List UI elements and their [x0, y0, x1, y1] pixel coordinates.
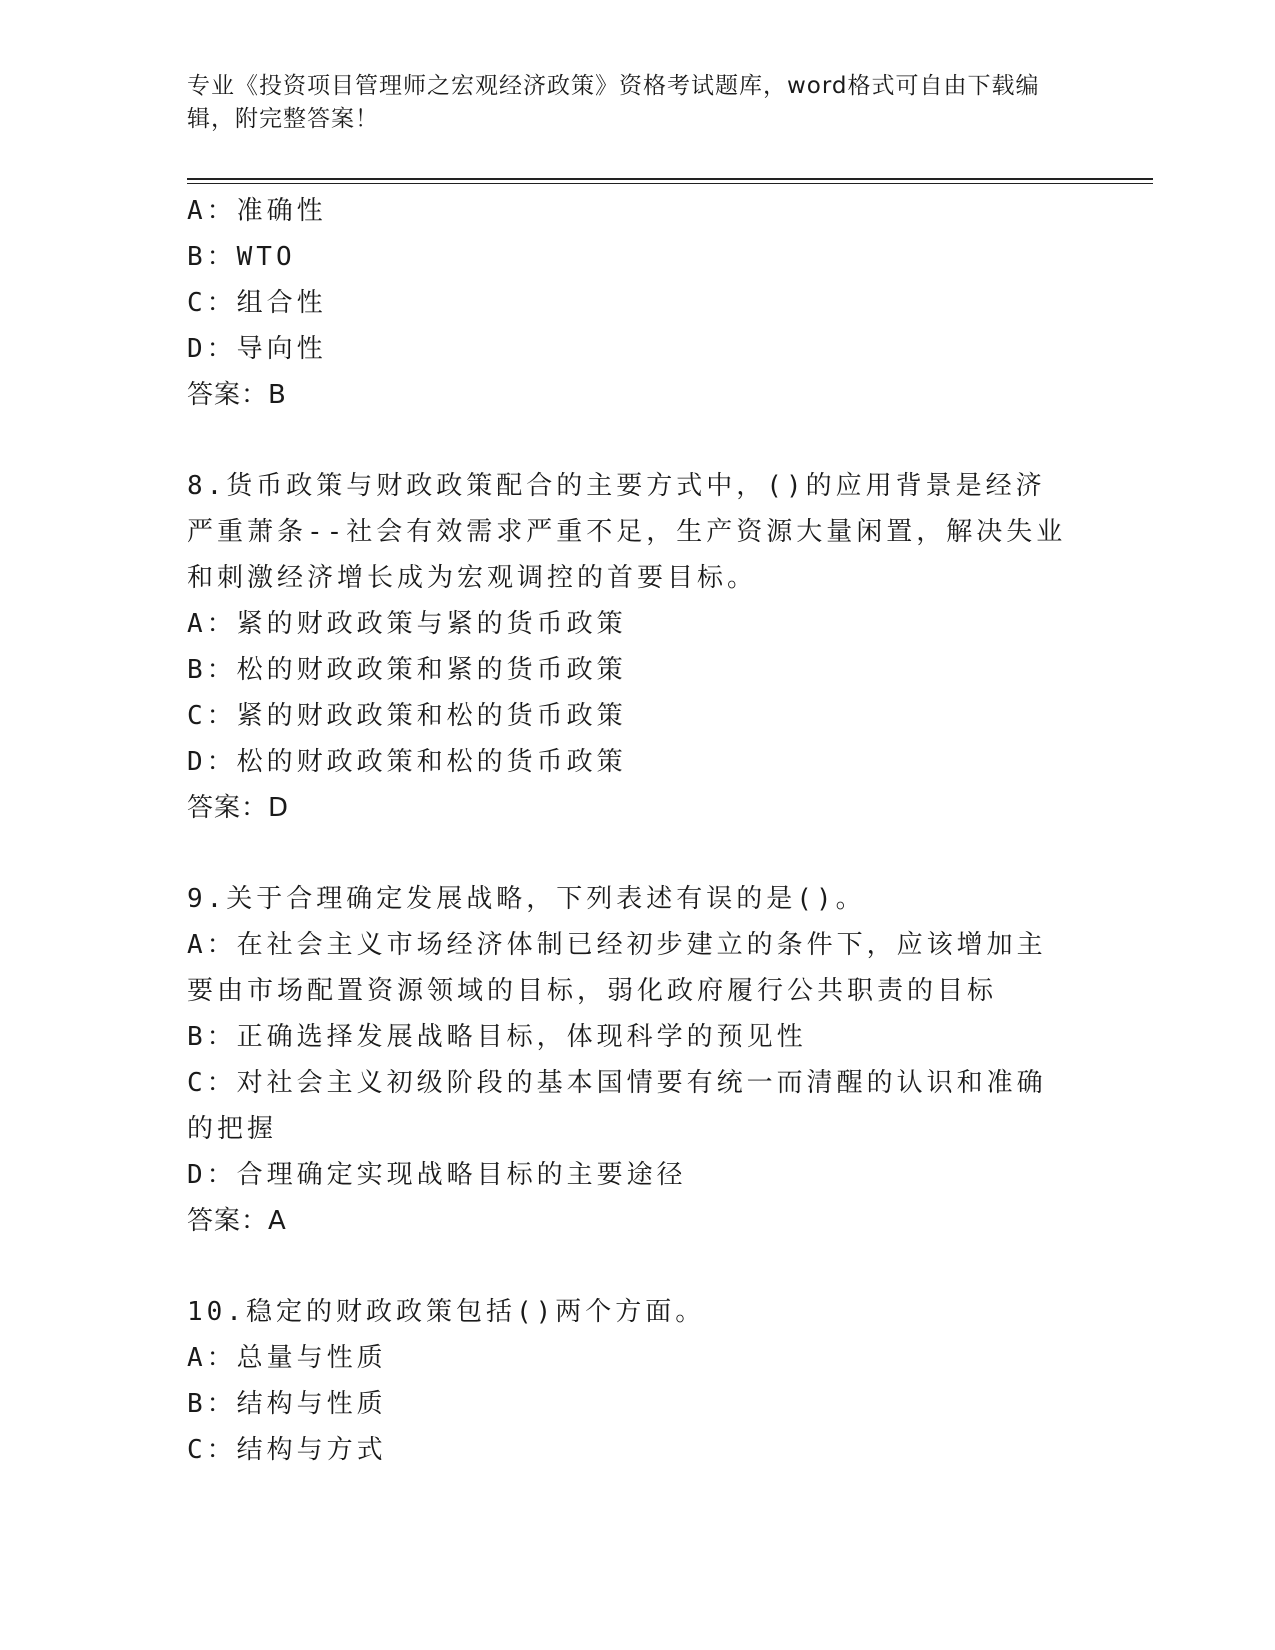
- spacer: [187, 1244, 1067, 1289]
- option-a: A：在社会主义市场经济体制已经初步建立的条件下，应该增加主要由市场配置资源领域的目标，弱化政府履行公共职责的目标: [187, 930, 1047, 1006]
- question-9: [187, 876, 1067, 1244]
- option-b: B：WTO: [187, 242, 296, 272]
- option-d: D：导向性: [187, 334, 327, 364]
- question-stem: 9.关于合理确定发展战略，下列表述有误的是()。: [187, 884, 866, 914]
- option-b: B：结构与性质: [187, 1389, 387, 1419]
- option-a: A：总量与性质: [187, 1343, 387, 1373]
- header-divider-thick: [187, 178, 1153, 180]
- answer-label: 答案：D: [187, 793, 290, 823]
- question-8: [187, 463, 1067, 831]
- option-b: B：松的财政政策和紧的货币政策: [187, 655, 627, 685]
- question-7-fragment: [187, 188, 1067, 418]
- option-a: A：准确性: [187, 196, 327, 226]
- question-stem: 10.稳定的财政政策包括()两个方面。: [187, 1297, 706, 1327]
- question-10: [187, 1289, 1067, 1473]
- spacer: [187, 418, 1067, 463]
- option-c: C：组合性: [187, 288, 327, 318]
- header-divider-thin: [187, 183, 1153, 184]
- option-c: C：对社会主义初级阶段的基本国情要有统一而清醒的认识和准确的把握: [187, 1068, 1047, 1144]
- option-c: C：结构与方式: [187, 1435, 387, 1465]
- spacer: [187, 831, 1067, 876]
- question-stem: 8.货币政策与财政政策配合的主要方式中，()的应用背景是经济严重萧条--社会有效需求严重不足，生产资源大量闲置，解决失业和刺激经济增长成为宏观调控的首要目标。: [187, 471, 1067, 593]
- option-a: A：紧的财政政策与紧的货币政策: [187, 609, 627, 639]
- question-content: [187, 188, 1067, 1473]
- option-d: D：松的财政政策和松的货币政策: [187, 747, 627, 777]
- option-d: D：合理确定实现战略目标的主要途径: [187, 1160, 687, 1190]
- answer-label: 答案：A: [187, 1206, 287, 1236]
- option-b: B：正确选择发展战略目标，体现科学的预见性: [187, 1022, 807, 1052]
- answer-label: 答案：B: [187, 380, 287, 410]
- document-header: 专业《投资项目管理师之宏观经济政策》资格考试题库，word格式可自由下载编辑，附完整答案！: [187, 73, 1040, 132]
- option-c: C：紧的财政政策和松的货币政策: [187, 701, 627, 731]
